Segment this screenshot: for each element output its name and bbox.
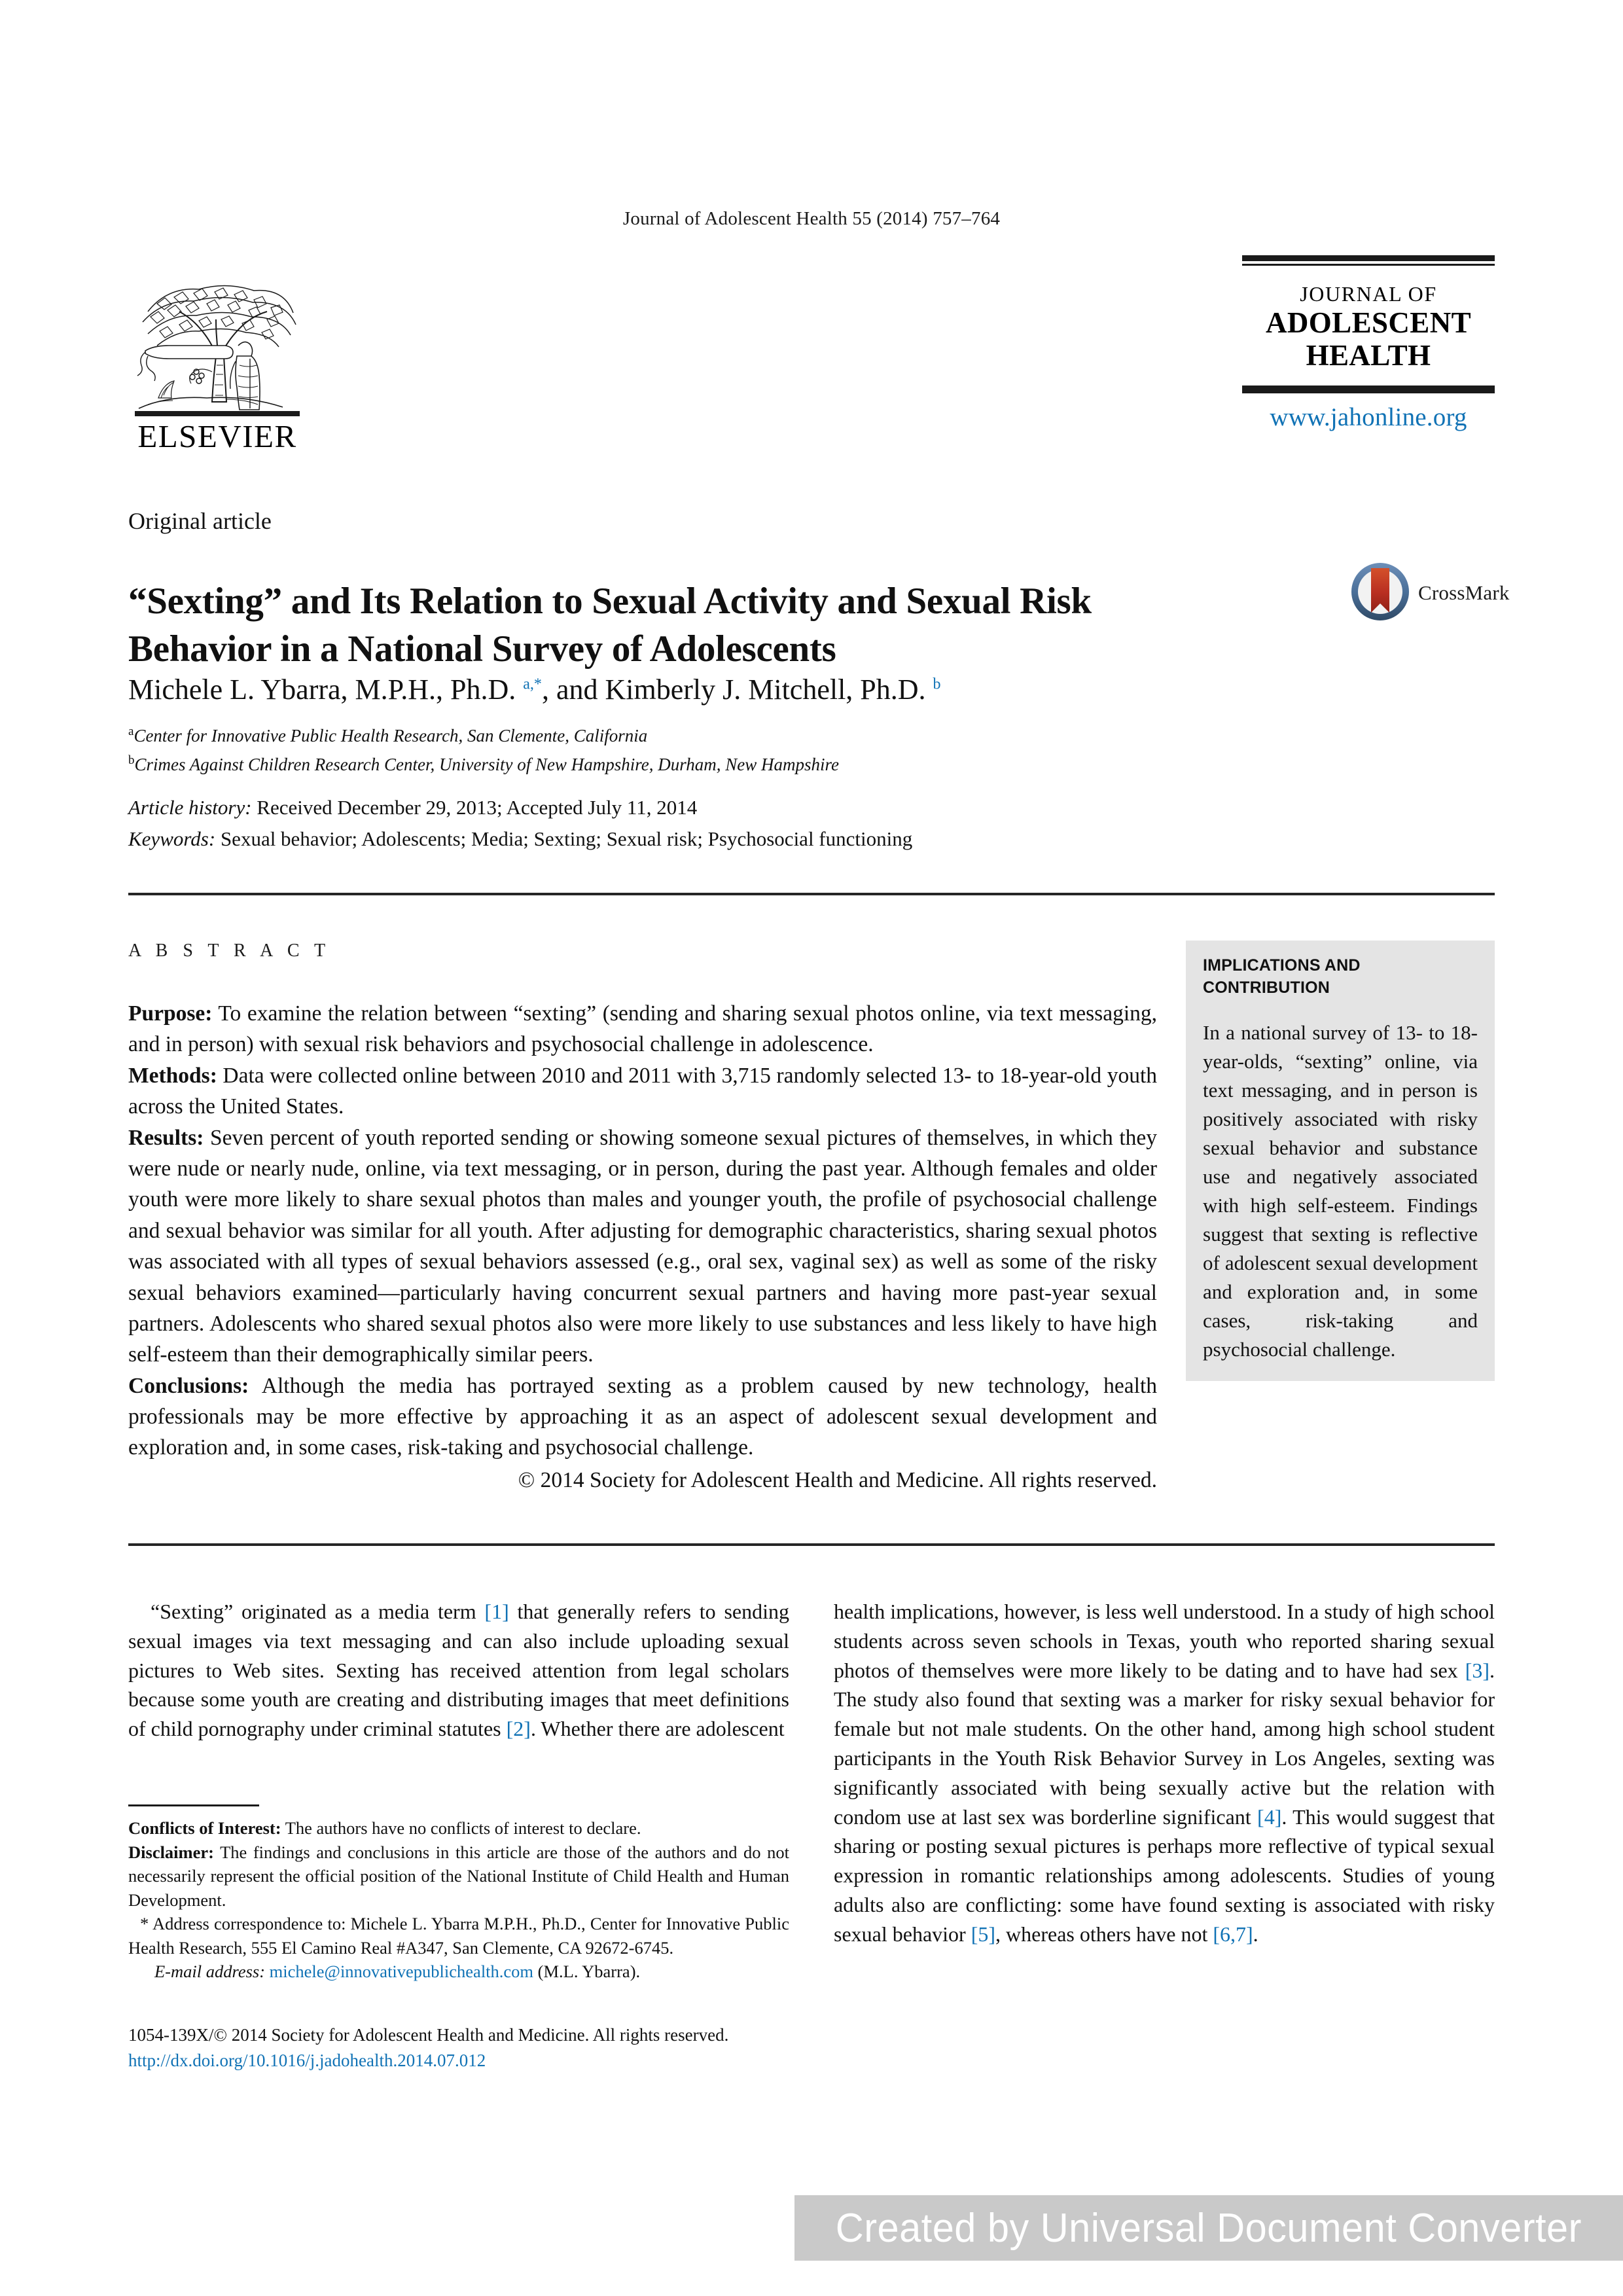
- crossmark-badge[interactable]: [1350, 562, 1510, 627]
- affiliations: [128, 722, 1241, 779]
- journal-website-link[interactable]: www.jahonline.org: [1270, 403, 1467, 431]
- article-type-label: Original article: [128, 508, 272, 534]
- abstract-copyright: © 2014 Society for Adolescent Health and Medicine. All rights reserved.: [518, 1467, 1157, 1492]
- masthead: [128, 255, 1495, 465]
- body-column-left: [128, 1597, 789, 1744]
- doi-link[interactable]: http://dx.doi.org/10.1016/j.jadohealth.2014.07.012: [128, 2051, 486, 2071]
- affiliation-b: [128, 751, 1241, 780]
- footnote-divider: [128, 1804, 259, 1806]
- affiliation-text-b: Crimes Against Children Research Center, University of New Hampshire, Durham, New Hampshire: [134, 754, 839, 774]
- journal-logo-line-2: ADOLESCENT: [1265, 306, 1472, 339]
- crossmark-label: CrossMark: [1418, 581, 1510, 604]
- abstract-purpose: [128, 998, 1157, 1060]
- elsevier-wordmark: ELSEVIER: [137, 418, 297, 454]
- footnote-correspondence: * Address correspondence to: Michele L. Ybarra M.P.H., Ph.D., Center for Innovative Public Health Research, 555 El Camino Real #A347, San Clemente, CA 92672-6745.: [128, 1914, 789, 1958]
- footnote-disclaimer-text: The findings and conclusions in this article are those of the authors and do not necessarily represent the official position of the National Institute of Child Health and Human Development.: [128, 1842, 789, 1910]
- footnote-disclaimer: [128, 1840, 789, 1912]
- journal-logo-top-rule-thick: [1242, 255, 1495, 261]
- abstract-results-text: Seven percent of youth reported sending or showing someone sexual pictures of themselves, in which they were nude or nearly nude, online, via text messaging, or in person, during the past year. Although females and older youth were more likely to share sexual photos than males and younger youth, the profile of psychosocial challenge and sexual behavior was similar for all youth. After adjusting for demographic characteristics, sharing sexual photos was associated with all types of sexual behaviors assessed (e.g., oral sex, vaginal sex) as well as some of the risky sexual behaviors examined—particularly having concurrent sexual partners and having more past-year sexual partners. Adolescents who shared sexual photos also were more likely to use substances and less likely to have high self-esteem than their demographically similar peers.: [128, 1125, 1157, 1367]
- keywords-value: Sexual behavior; Adolescents; Media; Sexting; Sexual risk; Psychosocial functioning: [220, 827, 913, 851]
- intro-paragraph-right: health implications, however, is less well understood. In a study of high school students across seven schools in Texas, youth who reported sharing sexual photos of themselves were more likely to be dating and to have had sex [3]. The study also found that sexting was a marker for risky sexual behavior for female but not male students. On the other hand, among high school student participants in the Youth Risk Behavior Survey in Los Angeles, sexting was significantly associated with being sexually active but the relation with condom use at last sex was borderline significant [4]. This would suggest that sharing or posting sexual pictures is perhaps more reflective of typical sexual expression in romantic relationships among adolescents. Studies of young adults also are conflicting: some have found sexting is associated with risky sexual behavior [5], whereas others have not [6,7].: [834, 1600, 1495, 1946]
- implications-title: IMPLICATIONS AND CONTRIBUTION: [1203, 956, 1361, 997]
- footnote-disclaimer-label: Disclaimer:: [128, 1842, 214, 1862]
- journal-logo-top-rule-thin: [1242, 264, 1495, 266]
- implications-body: In a national survey of 13- to 18-year-olds, “sexting” online, via text messaging, and in person is positively associated with risky sexual behavior and substance use and negatively associated with high self-esteem. Findings suggest that sexting is reflective of adolescent sexual development and exploration and, in some cases, risk-taking and psychosocial challenge.: [1203, 1021, 1478, 1361]
- author-list: Michele L. Ybarra, M.P.H., Ph.D. $^{a,*}$, and Kimberly J. Mitchell, Ph.D. $^b$: [128, 673, 941, 706]
- article-history-label: Article history:: [128, 796, 252, 819]
- affiliation-text-a: Center for Innovative Public Health Research, San Clemente, California: [134, 726, 648, 745]
- abstract-results-label: Results:: [128, 1125, 204, 1150]
- journal-logo-bottom-rule-thick: [1242, 387, 1495, 393]
- abstract-methods-label: Methods:: [128, 1063, 217, 1088]
- divider-above-body: [128, 1543, 1495, 1546]
- abstract-methods-text: Data were collected online between 2010 and 2011 with 3,715 randomly selected 13- to 18-year-old youth across the United States.: [128, 1063, 1157, 1119]
- elsevier-tree-icon: [128, 274, 306, 419]
- affiliation-marker-b: b: [128, 753, 135, 767]
- elsevier-logo: [128, 274, 306, 457]
- footnote-email: [128, 1960, 789, 1984]
- abstract-purpose-label: Purpose:: [128, 1001, 213, 1026]
- abstract-methods: [128, 1060, 1157, 1122]
- journal-logo: [1242, 255, 1495, 432]
- footnote-conflicts-text: The authors have no conflicts of interest to declare.: [281, 1818, 641, 1838]
- footnote-conflicts-label: Conflicts of Interest:: [128, 1818, 281, 1838]
- affiliation-marker-a: a: [128, 725, 134, 738]
- footnote-email-suffix: (M.L. Ybarra).: [533, 1962, 641, 1982]
- article-history-value: Received December 29, 2013; Accepted July 11, 2014: [257, 796, 698, 819]
- abstract-conclusions: [128, 1371, 1157, 1463]
- footnote-conflicts: [128, 1816, 789, 1840]
- watermark-band: [794, 2195, 1623, 2261]
- copyright-block: [128, 2022, 848, 2073]
- implications-box: [1186, 941, 1495, 1381]
- body-column-right: [834, 1597, 1495, 1949]
- watermark-text: Created by Universal Document Converter: [835, 2205, 1582, 2251]
- intro-paragraph-left: “Sexting” originated as a media term [1] that generally refers to sending sexual images via text messaging and can also include uploading sexual pictures to Web sites. Sexting has received attention from legal scholars because some youth are creating and distributing images that meet definitions of child pornography under criminal statutes [2]. Whether there are adolescent: [128, 1600, 790, 1741]
- crossmark-badge-icon: [1350, 562, 1410, 622]
- keywords-line: [128, 823, 1306, 855]
- journal-logo-line-1: JOURNAL OF: [1300, 282, 1437, 306]
- divider-above-abstract: [128, 893, 1495, 895]
- issn-copyright-line: 1054-139X/© 2014 Society for Adolescent Health and Medicine. All rights reserved.: [128, 2025, 729, 2045]
- running-head: Journal of Adolescent Health 55 (2014) 757–764: [622, 208, 1001, 229]
- page-title: “Sexting” and Its Relation to Sexual Activity and Sexual Risk Behavior in a National Survey of Adolescents: [128, 581, 1092, 670]
- keywords-label: Keywords:: [128, 827, 216, 851]
- footnotes-block: [128, 1816, 789, 1984]
- article-history-block: [128, 792, 1306, 855]
- article-history-line: [128, 792, 1306, 823]
- abstract-conclusions-text: Although the media has portrayed sexting as a problem caused by new technology, health professionals may be more effective by approaching it as an aspect of adolescent sexual development and exploration and, in some cases, risk-taking and psychosocial challenge.: [128, 1373, 1157, 1460]
- abstract-body: [128, 998, 1157, 1496]
- footnote-email-address[interactable]: michele@innovativepublichealth.com: [269, 1962, 534, 1982]
- abstract-heading: A B S T R A C T: [128, 941, 331, 961]
- journal-logo-line-3: HEALTH: [1306, 339, 1431, 372]
- affiliation-a: [128, 722, 1241, 751]
- abstract-conclusions-label: Conclusions:: [128, 1373, 249, 1398]
- abstract-purpose-text: To examine the relation between “sexting” (sending and sharing sexual photos online, via text messaging, and in person) with sexual risk behaviors and psychosocial challenge in adolescence.: [128, 1001, 1157, 1057]
- footnote-email-label: E-mail address:: [154, 1962, 266, 1982]
- abstract-results: [128, 1122, 1157, 1371]
